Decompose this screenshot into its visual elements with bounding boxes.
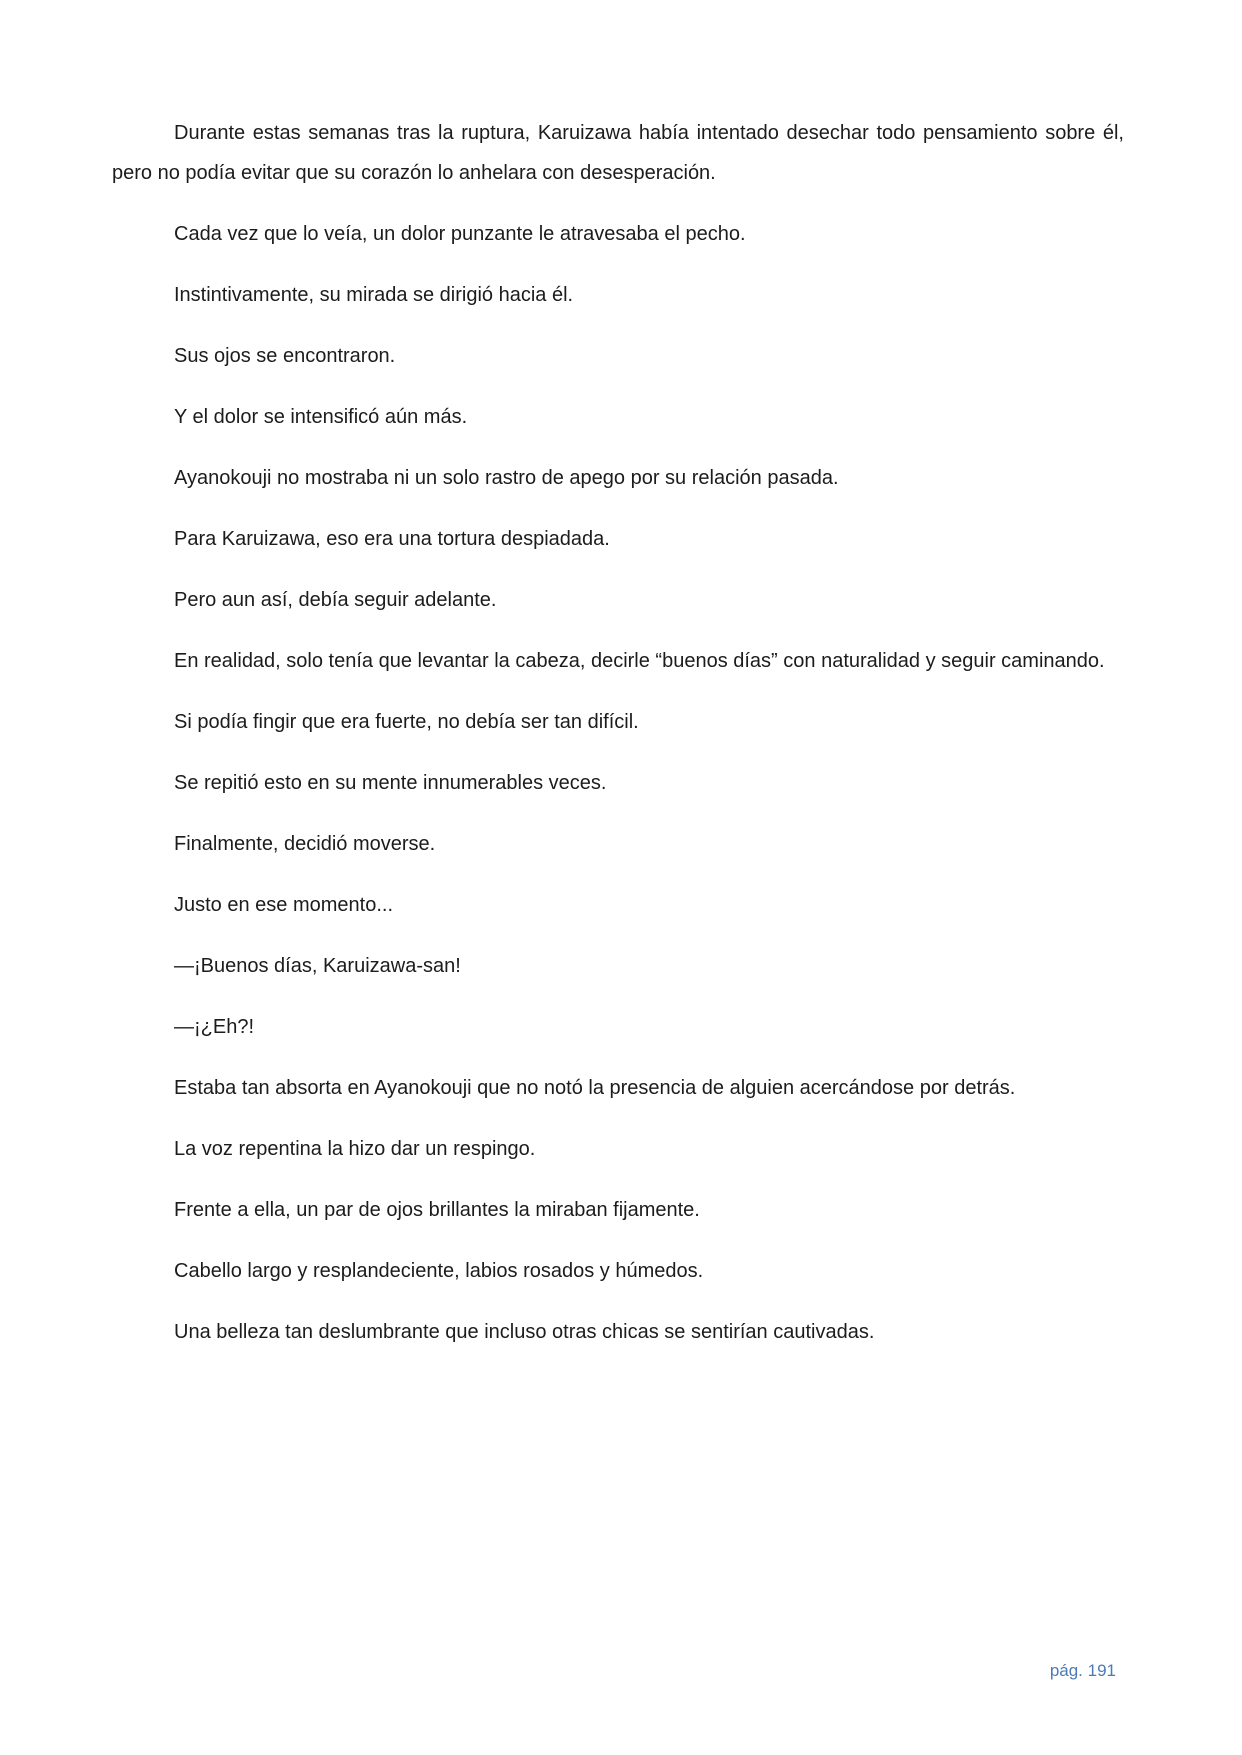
paragraph: Cabello largo y resplandeciente, labios rosados y húmedos.: [174, 1260, 704, 1282]
paragraph: Finalmente, decidió moverse.: [174, 833, 436, 855]
paragraph: Justo en ese momento...: [174, 894, 394, 916]
paragraph: En realidad, solo tenía que levantar la cabeza, decirle “buenos días” con naturalidad y seguir caminando.: [174, 650, 1105, 672]
paragraph: Una belleza tan deslumbrante que incluso otras chicas se sentirían cautivadas.: [174, 1321, 875, 1343]
paragraph: Instintivamente, su mirada se dirigió hacia él.: [174, 284, 574, 306]
paragraph: Pero aun así, debía seguir adelante.: [174, 589, 497, 611]
paragraph: Frente a ella, un par de ojos brillantes la miraban fijamente.: [174, 1199, 700, 1221]
paragraph: Durante estas semanas tras la ruptura, Karuizawa había intentado desechar todo pensamiento sobre él, pero no podía evitar que su corazón lo anhelara con desesperación.: [112, 122, 1124, 184]
paragraph: Y el dolor se intensificó aún más.: [174, 406, 468, 428]
paragraph: Si podía fingir que era fuerte, no debía ser tan difícil.: [174, 711, 639, 733]
paragraph: Ayanokouji no mostraba ni un solo rastro de apego por su relación pasada.: [174, 467, 839, 489]
paragraph: Para Karuizawa, eso era una tortura despiadada.: [174, 528, 610, 550]
paragraph: Sus ojos se encontraron.: [174, 345, 396, 367]
dialogue-paragraph: —¡Buenos días, Karuizawa-san!: [174, 955, 461, 977]
paragraph: Se repitió esto en su mente innumerables veces.: [174, 772, 607, 794]
page-number: pág. 191: [1049, 1661, 1116, 1680]
paragraph: Cada vez que lo veía, un dolor punzante le atravesaba el pecho.: [174, 223, 746, 245]
paragraph: Estaba tan absorta en Ayanokouji que no notó la presencia de alguien acercándose por detrás.: [174, 1077, 1016, 1099]
paragraph: La voz repentina la hizo dar un respingo.: [174, 1138, 536, 1160]
dialogue-paragraph: —¡¿Eh?!: [174, 1016, 255, 1038]
